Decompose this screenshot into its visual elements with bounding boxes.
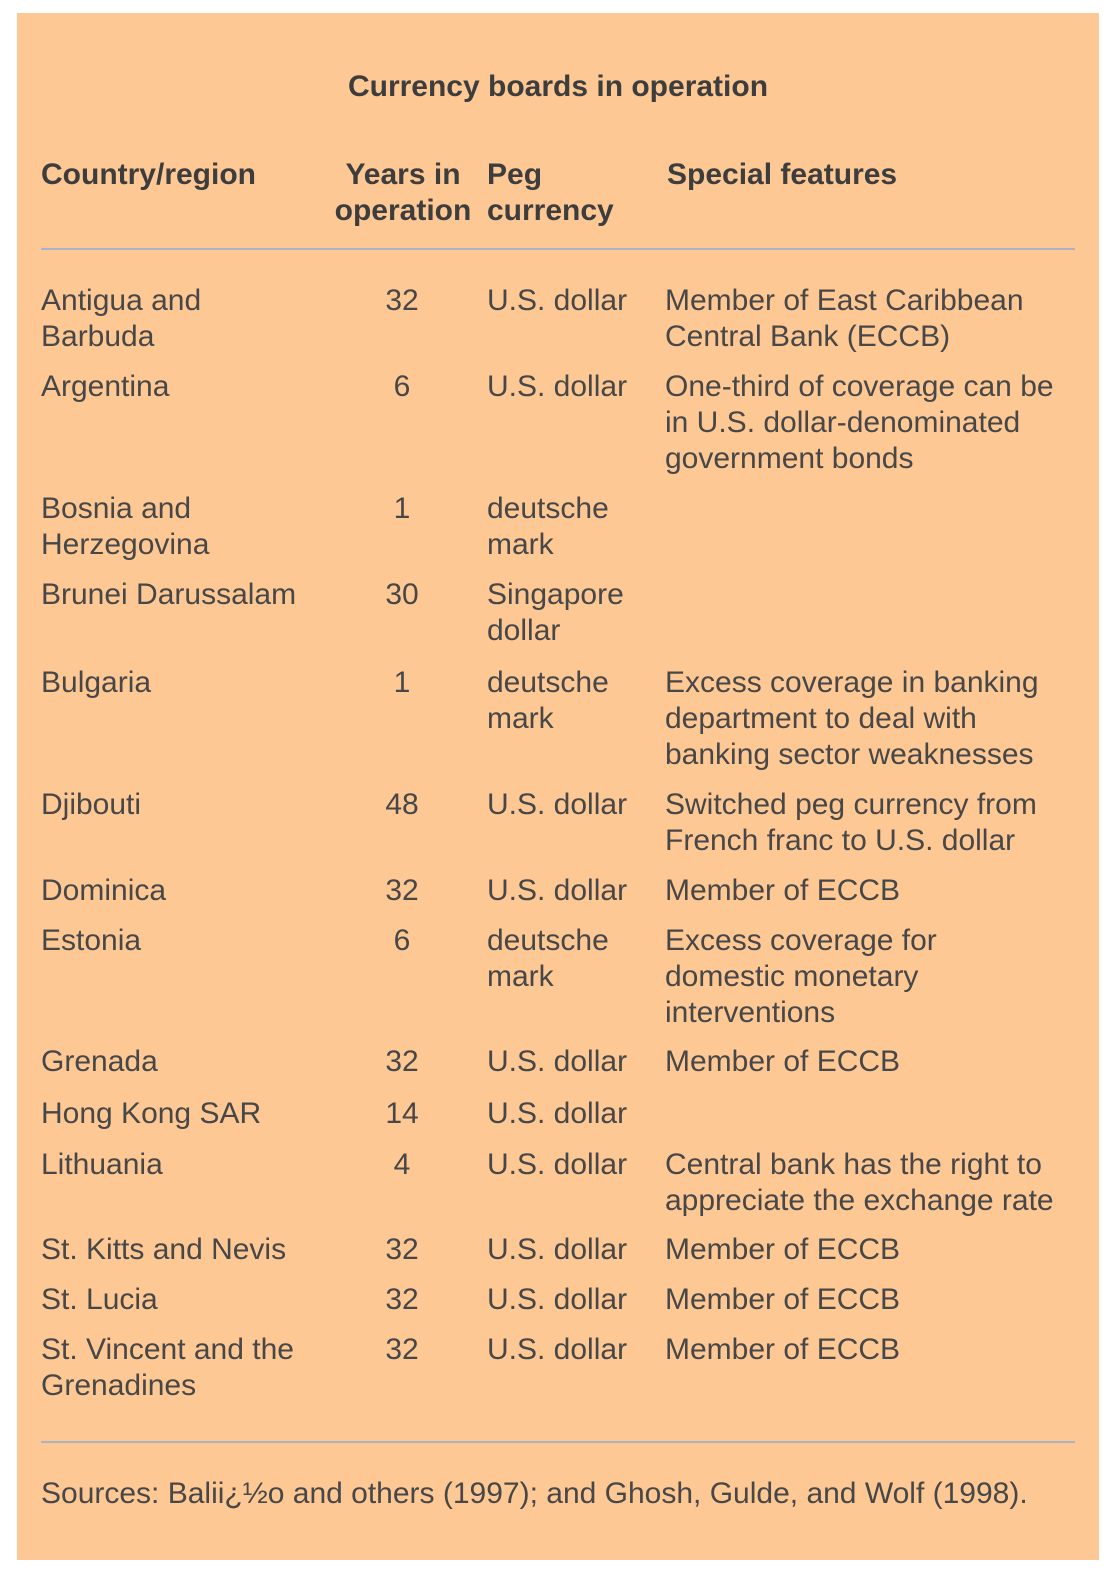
cell-country: Estonia: [41, 924, 142, 957]
cell-years: 14: [385, 1097, 419, 1130]
cell-features: Member of ECCB: [665, 1233, 901, 1266]
cell-features: Excess coverage in banking department to deal with banking sector weaknesses: [665, 666, 1039, 771]
cell-years: 4: [393, 1148, 411, 1181]
cell-features: Member of ECCB: [665, 1333, 901, 1366]
header-country: Country/region: [41, 158, 256, 191]
cell-years: 1: [393, 666, 411, 699]
cell-features: Member of ECCB: [665, 874, 901, 907]
cell-peg: U.S. dollar: [487, 788, 628, 821]
cell-country: Argentina: [41, 370, 170, 403]
cell-years: 6: [393, 924, 411, 957]
cell-peg: U.S. dollar: [487, 1283, 628, 1316]
cell-features: Member of ECCB: [665, 1283, 901, 1316]
header-years: Years in operation: [334, 158, 472, 227]
cell-years: 48: [385, 788, 419, 821]
cell-country: Grenada: [41, 1045, 158, 1078]
cell-country: Lithuania: [41, 1148, 163, 1181]
table-panel: [17, 13, 1099, 1560]
sources-note: Sources: Balii¿½o and others (1997); and Ghosh, Gulde, and Wolf (1998).: [41, 1477, 1028, 1510]
cell-features: Member of East Caribbean Central Bank (ECCB): [665, 284, 1024, 353]
cell-country: Bosnia and Herzegovina: [41, 492, 210, 561]
cell-years: 32: [385, 1333, 419, 1366]
cell-country: Antigua and Barbuda: [41, 284, 202, 353]
cell-years: 30: [385, 578, 419, 611]
cell-peg: U.S. dollar: [487, 1333, 628, 1366]
cell-country: Djibouti: [41, 788, 142, 821]
cell-peg: Singapore dollar: [487, 578, 624, 647]
table-title: Currency boards in operation: [347, 70, 769, 103]
cell-peg: U.S. dollar: [487, 1045, 628, 1078]
cell-years: 32: [385, 1283, 419, 1316]
cell-peg: deutsche mark: [487, 924, 609, 993]
cell-peg: U.S. dollar: [487, 370, 628, 403]
header-peg: Peg currency: [487, 158, 614, 227]
cell-country: St. Kitts and Nevis: [41, 1233, 287, 1266]
cell-peg: deutsche mark: [487, 492, 609, 561]
cell-peg: U.S. dollar: [487, 1097, 628, 1130]
cell-years: 32: [385, 1233, 419, 1266]
cell-peg: U.S. dollar: [487, 1233, 628, 1266]
cell-country: Hong Kong SAR: [41, 1097, 262, 1130]
cell-years: 1: [393, 492, 411, 525]
header-features: Special features: [667, 158, 898, 191]
cell-years: 32: [385, 1045, 419, 1078]
cell-peg: U.S. dollar: [487, 874, 628, 907]
cell-features: Excess coverage for domestic monetary interventions: [665, 924, 937, 1029]
cell-country: Bulgaria: [41, 666, 152, 699]
cell-years: 32: [385, 284, 419, 317]
cell-features: Central bank has the right to appreciate the exchange rate: [665, 1148, 1054, 1217]
cell-peg: U.S. dollar: [487, 1148, 628, 1181]
cell-peg: U.S. dollar: [487, 284, 628, 317]
cell-features: One-third of coverage can be in U.S. dollar-denominated government bonds: [665, 370, 1054, 475]
cell-peg: deutsche mark: [487, 666, 609, 735]
cell-features: Member of ECCB: [665, 1045, 901, 1078]
cell-years: 6: [393, 370, 411, 403]
cell-years: 32: [385, 874, 419, 907]
cell-features: Switched peg currency from French franc to U.S. dollar: [665, 788, 1037, 857]
footer-divider: [41, 1441, 1075, 1443]
cell-country: Dominica: [41, 874, 167, 907]
cell-country: St. Vincent and the Grenadines: [41, 1333, 294, 1402]
header-divider: [41, 248, 1075, 250]
cell-country: Brunei Darussalam: [41, 578, 297, 611]
cell-country: St. Lucia: [41, 1283, 158, 1316]
